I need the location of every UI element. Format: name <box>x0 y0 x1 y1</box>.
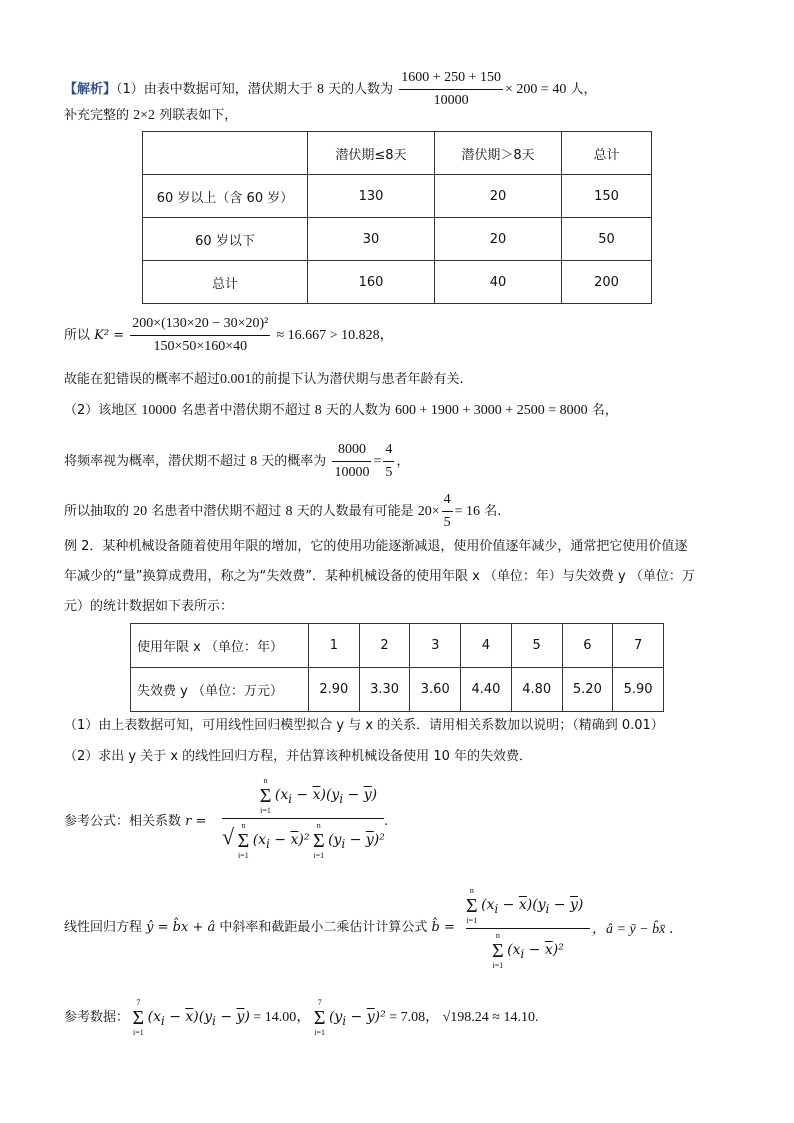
formula-r-fraction: n Σ i=1 $(x_i - \overline{x})(y_i - \overline{y})$ √ n Σ i=1 $(x_i - \overline{x})^2$ n Σ i=1 $(y_i - \overline{y})^2$ <box>222 776 385 860</box>
example2-line-1: 例 2．某种机械设备随着使用年限的增加，它的使用功能逐渐减退，使用价值逐年减少，通常把它使用价值逐 <box>64 539 688 554</box>
k2-formula: 所以 K² = $\frac{\text{200×(130×20 − 30×20)²}}{150\times 50\times 160\times 40}$ ≈ 16.667 > 10.828， <box>64 314 734 357</box>
fraction-count: $\frac{1600 + 250 + 150}{10000}$ <box>399 68 503 111</box>
analysis-line-2: 补充完整的 2×2 列联表如下， <box>64 108 238 123</box>
reference-data: 参考数据： 7 Σ i=1 $(x_i - \overline{x})(y_i - \overline{y}) = 14.00$， 7 Σ i=1 $(y_i - \overline{y})^2 = 7.08$， √198.24 ≈ 14.10. <box>64 998 539 1037</box>
analysis-line-1: 【解析】（1）由表中数据可知，潜伏期大于 8 天的人数为 $\frac{1600 + 250 + 150}{10000}$ × 200 = 40 人， <box>64 68 734 111</box>
table-row: 60 岁以下 30 20 50 <box>143 218 652 261</box>
part2-line-1: （2）该地区 10000 名患者中潜伏期不超过 8 天的人数为 600 + 1900 + 3000 + 2500 = 8000 名， <box>64 403 618 418</box>
question-2: （2）求出 y 关于 x 的线性回归方程，并估算该种机械设备使用 10 年的失效费． <box>64 749 532 764</box>
analysis-tag: 【解析】 <box>64 82 117 97</box>
table-row: 使用年限 x （单位：年） 1 2 3 4 5 6 7 <box>131 624 664 668</box>
part2-line-3: 所以抽取的 20 名患者中潜伏期不超过 8 天的人数最有可能是 20× $\frac{4}{5}$ = 16 名. <box>64 490 734 533</box>
usage-cost-table <box>130 623 664 712</box>
table-header-row: 潜伏期≤8天 潜伏期＞8天 总计 <box>143 132 652 175</box>
example2-line-3: 元）的统计数据如下表所示： <box>64 599 234 614</box>
table-row: 60 岁以上（含 60 岁） 130 20 150 <box>143 175 652 218</box>
conclusion-1: 故能在犯错误的概率不超过0.001的前提下认为潜伏期与患者年龄有关. <box>64 372 464 387</box>
table-row: 失效费 y （单位：万元） 2.90 3.30 3.60 4.40 4.80 5.20 5.90 <box>131 668 664 712</box>
table-row: 总计 160 40 200 <box>143 261 652 304</box>
formula-regression: 线性回归方程 ŷ = b̂x + â 中斜率和截距最小二乘估计计算公式 b̂ = <box>64 920 455 935</box>
part2-line-2: 将频率视为概率，潜伏期不超过 8 天的概率为 $\frac{8000}{10000}$ = $\frac{4}{5}$ ， <box>64 440 734 483</box>
formula-b-fraction: n Σ i=1 $(x_i - \overline{x})(y_i - \overline{y})$ n Σ i=1 $(x_i - \overline{x})^2$ <box>466 886 590 971</box>
example2-line-2: 年减少的“量”换算成费用，称之为“失效费”．某种机械设备的使用年限 x （单位：年）与失效费 y （单位：万 <box>64 569 695 584</box>
document-page: 【解析】（1）由表中数据可知，潜伏期大于 8 天的人数为 $\frac{1600 + 250 + 150}{10000}$ × 200 = 40 人， 补充完整的 2×2 列联表如下， 潜伏期≤8天 潜伏期＞8天 总计 60 岁以上（含 60 岁） 130 20 150 60 岁以下 30 20 50 总计 160 40 200 所以 K² = $\frac{\text{200×(130×20 − 30×20)²}}{150\times 50\times 160\times 40}$ ≈ 16.667 > 10.828， 故能在犯错误的概率不超过0.001的前提下认为潜伏期与患者年龄有关. （2）该地区 10000 名患者中潜伏期不超过 8 天的人数为 600 + 1900 + 3000 + 2500 = 8000 名， 将频率视为概率，潜伏期不超过 8 天的概率为 $\frac{8000}{10000}$ = $\frac{4}{5}$ ， 所以抽取的 20 名患者中潜伏期不超过 8 天的人数最有可能是 20× $\frac{4}{5}$ = 16 名. 例 2．某种机械设备随着使用年限的增加，它的使用功能逐渐减退，使用价值逐年减少，通常把它使用价值逐 年减少的“量”换算成费用，称之为“失效费”．某种机械设备的使用年限 x （单位：年）与失效费 y （单位：万 元）的统计数据如下表所示： 使用年限 x （单位：年） 1 2 3 4 5 6 7 失效费 y （单位：万元） 2.90 3.30 3.60 4.40 4.80 5.20 5.90 （1）由上表数据可知，可用线性回归模型拟合 y 与 x 的关系．请用相关系数加以说明；（精确到 0.01） （2）求出 y 关于 x 的线性回归方程，并估算该种机械设备使用 10 年的失效费． 参考公式：相关系数 r = n Σ i=1 $(x_i - \overline{x})(y_i - \overline{y})$ √ n Σ i=1 $(x_i - \overline{x})^2$ n Σ i=1 $(y_i - \overline{y})^2$ . 线性回归方程 ŷ = b̂x + â 中斜率和截距最小二乘估计计算公式 b̂ = n Σ i=1 $(x_i - \overline{x})(y_i - \overline{y})$ n Σ i=1 $(x_i - \overline{x})^2$ ，â = ȳ − b̂x̄ ． 参考数据： 7 Σ i=1 $(x_i - \overline{x})(y_i - \overline{y}) = 14.00$， 7 Σ i=1 $(y_i - \overline{y})^2 = 7.08$， √198.24 ≈ 14.10. <box>0 0 794 1123</box>
contingency-table <box>142 131 652 304</box>
question-1: （1）由上表数据可知，可用线性回归模型拟合 y 与 x 的关系．请用相关系数加以说明；（精确到 0.01） <box>64 718 664 733</box>
formula-a-hat: ，â = ȳ − b̂x̄ ． <box>592 922 683 937</box>
formula-r-label: 参考公式：相关系数 r = <box>64 814 207 829</box>
